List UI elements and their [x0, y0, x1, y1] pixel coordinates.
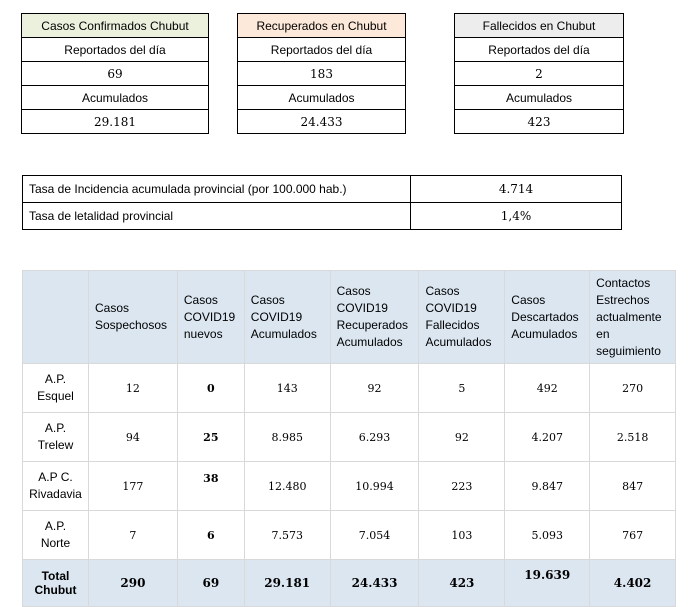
- table-cell: 767: [590, 511, 676, 560]
- table-cell: 103: [419, 511, 505, 560]
- total-cell: 69: [177, 560, 244, 607]
- deceased-acc-label: Acumulados: [455, 86, 624, 110]
- table-cell: 270: [590, 364, 676, 413]
- recovered-acc-label: Acumulados: [238, 86, 406, 110]
- header-cell-suspected: Casos Sospechosos: [88, 271, 177, 364]
- incidence-rate-row: [23, 176, 622, 203]
- lethality-rate-value: 1,4%: [411, 203, 622, 230]
- row-area-name: A.P C. Rivadavia: [23, 462, 89, 511]
- confirmed-acc-value: 29.181: [22, 110, 209, 134]
- table-row: [23, 462, 676, 511]
- recovered-summary-box: [237, 13, 406, 134]
- confirmed-day-value: 69: [22, 62, 209, 86]
- table-cell: 847: [590, 462, 676, 511]
- recovered-day-value: 183: [238, 62, 406, 86]
- total-cell: 4.402: [590, 560, 676, 607]
- table-cell: 7.054: [330, 511, 419, 560]
- header-cell-deceased: Casos COVID19 Fallecidos Acumulados: [419, 271, 505, 364]
- header-cell-area: [23, 271, 89, 364]
- header-cell-recovered: Casos COVID19 Recuperados Acumulados: [330, 271, 419, 364]
- header-cell-discarded: Casos Descartados Acumulados: [505, 271, 590, 364]
- header-cell-accumulated: Casos COVID19 Acumulados: [244, 271, 330, 364]
- recovered-acc-value: 24.433: [238, 110, 406, 134]
- table-cell: 492: [505, 364, 590, 413]
- table-cell: 10.994: [330, 462, 419, 511]
- table-cell: 92: [330, 364, 419, 413]
- total-cell-value: 19.639: [524, 568, 571, 582]
- total-row: [23, 560, 676, 607]
- confirmed-summary-box: [21, 13, 209, 134]
- table-cell: 25: [177, 413, 244, 462]
- deceased-acc-value: 423: [455, 110, 624, 134]
- table-cell: 92: [419, 413, 505, 462]
- table-cell: 94: [88, 413, 177, 462]
- incidence-rate-label: Tasa de Incidencia acumulada provincial (por 100.000 hab.): [23, 176, 411, 203]
- table-cell: 4.207: [505, 413, 590, 462]
- provincial-rates-table: [22, 175, 622, 230]
- confirmed-title: Casos Confirmados Chubut: [22, 14, 209, 38]
- incidence-rate-value: 4.714: [411, 176, 622, 203]
- header-cell-contacts: Contactos Estrechos actualmente en seguimiento: [590, 271, 676, 364]
- table-cell: 9.847: [505, 462, 590, 511]
- total-cell: 29.181: [244, 560, 330, 607]
- table-cell: 223: [419, 462, 505, 511]
- lethality-rate-row: [23, 203, 622, 230]
- deceased-summary-box: [454, 13, 624, 134]
- deceased-day-value: 2: [455, 62, 624, 86]
- table-cell: [177, 462, 244, 511]
- confirmed-day-label: Reportados del día: [22, 38, 209, 62]
- table-cell: 7: [88, 511, 177, 560]
- row-area-name: A.P. Trelew: [23, 413, 89, 462]
- table-cell: 5.093: [505, 511, 590, 560]
- table-row: [23, 364, 676, 413]
- table-cell: 6.293: [330, 413, 419, 462]
- table-cell: 143: [244, 364, 330, 413]
- deceased-day-label: Reportados del día: [455, 38, 624, 62]
- row-area-name: A.P. Esquel: [23, 364, 89, 413]
- recovered-title: Recuperados en Chubut: [238, 14, 406, 38]
- total-row-label: Total Chubut: [23, 560, 89, 607]
- table-header-row: [23, 271, 676, 364]
- table-cell: 12: [88, 364, 177, 413]
- deceased-title: Fallecidos en Chubut: [455, 14, 624, 38]
- total-cell: 423: [419, 560, 505, 607]
- recovered-day-label: Reportados del día: [238, 38, 406, 62]
- table-cell: 0: [177, 364, 244, 413]
- table-cell-value: 38: [203, 471, 219, 485]
- cases-by-area-table: [22, 270, 676, 607]
- table-cell: 7.573: [244, 511, 330, 560]
- header-cell-new: Casos COVID19 nuevos: [177, 271, 244, 364]
- table-cell: 12.480: [244, 462, 330, 511]
- row-area-name: A.P. Norte: [23, 511, 89, 560]
- table-cell: 177: [88, 462, 177, 511]
- table-row: [23, 413, 676, 462]
- total-cell: 290: [88, 560, 177, 607]
- table-cell: 6: [177, 511, 244, 560]
- lethality-rate-label: Tasa de letalidad provincial: [23, 203, 411, 230]
- table-cell: 5: [419, 364, 505, 413]
- table-cell: 2.518: [590, 413, 676, 462]
- table-cell: 8.985: [244, 413, 330, 462]
- total-cell: 24.433: [330, 560, 419, 607]
- confirmed-acc-label: Acumulados: [22, 86, 209, 110]
- table-row: [23, 511, 676, 560]
- total-cell: [505, 560, 590, 607]
